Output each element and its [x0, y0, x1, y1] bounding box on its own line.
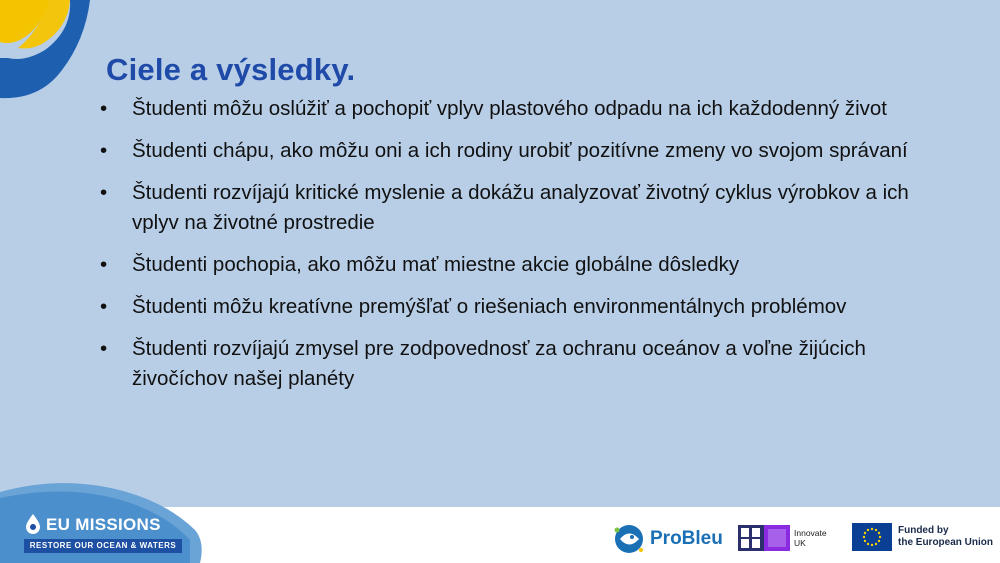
- bullet-item: [100, 94, 920, 124]
- water-drop-icon: [24, 513, 42, 535]
- probleu-fish-icon: [612, 522, 646, 556]
- bullet-item: [100, 178, 920, 238]
- bullet-item: [100, 136, 920, 166]
- innovate-uk-line1: Innovate: [794, 528, 827, 538]
- eu-funded-line1: Funded by: [898, 525, 949, 536]
- bullet-text: Študenti môžu oslúžiť a pochopiť vplyv plastového odpadu na ich každodenný život: [132, 97, 887, 120]
- bullet-item: [100, 334, 920, 394]
- eu-flag-icon: [852, 523, 892, 551]
- eu-funded-logo: [852, 523, 993, 551]
- bullet-dot: •: [100, 253, 108, 276]
- probleu-logo: [612, 522, 723, 556]
- innovate-uk-logo: [738, 523, 827, 553]
- bullet-text: Študenti môžu kreatívne premýšľať o riešeniach environmentálnych problémov: [132, 295, 847, 318]
- innovate-uk-line2: UK: [794, 538, 806, 548]
- bullet-item: [100, 250, 920, 280]
- bullet-text: Študenti pochopia, ako môžu mať miestne akcie globálne dôsledky: [132, 253, 740, 276]
- probleu-label: ProBleu: [650, 528, 723, 549]
- bullet-text: Študenti rozvíjajú kritické myslenie a dokážu analyzovať životný cyklus výrobkov a ich vplyv na životné prostredie: [132, 181, 909, 234]
- eu-funded-text: [898, 525, 993, 549]
- bullet-dot: •: [100, 97, 108, 120]
- bullet-text: Študenti rozvíjajú zmysel pre zodpovednosť za ochranu oceánov a voľne žijúcich živočíchov našej planéty: [132, 337, 866, 390]
- eu-missions-title: EU MISSIONS: [46, 515, 161, 534]
- innovate-uk-text: [794, 528, 827, 548]
- slide-title: Ciele a výsledky.: [106, 52, 356, 87]
- eu-funded-line2: the European Union: [898, 537, 993, 548]
- bullet-dot: •: [100, 295, 108, 318]
- eu-missions-subtitle: RESTORE OUR OCEAN & WATERS: [24, 539, 182, 553]
- bullet-dot: •: [100, 139, 108, 162]
- bullet-dot: •: [100, 181, 108, 204]
- ukri-logo-icon: [738, 523, 790, 553]
- bullet-text: Študenti chápu, ako môžu oni a ich rodiny urobiť pozitívne zmeny vo svojom správaní: [132, 139, 908, 162]
- bullet-item: [100, 292, 920, 322]
- bullet-dot: •: [100, 337, 108, 360]
- corner-wave-logo-icon: [0, 0, 100, 100]
- bullet-list: [100, 94, 920, 406]
- eu-missions-logo: [0, 470, 210, 563]
